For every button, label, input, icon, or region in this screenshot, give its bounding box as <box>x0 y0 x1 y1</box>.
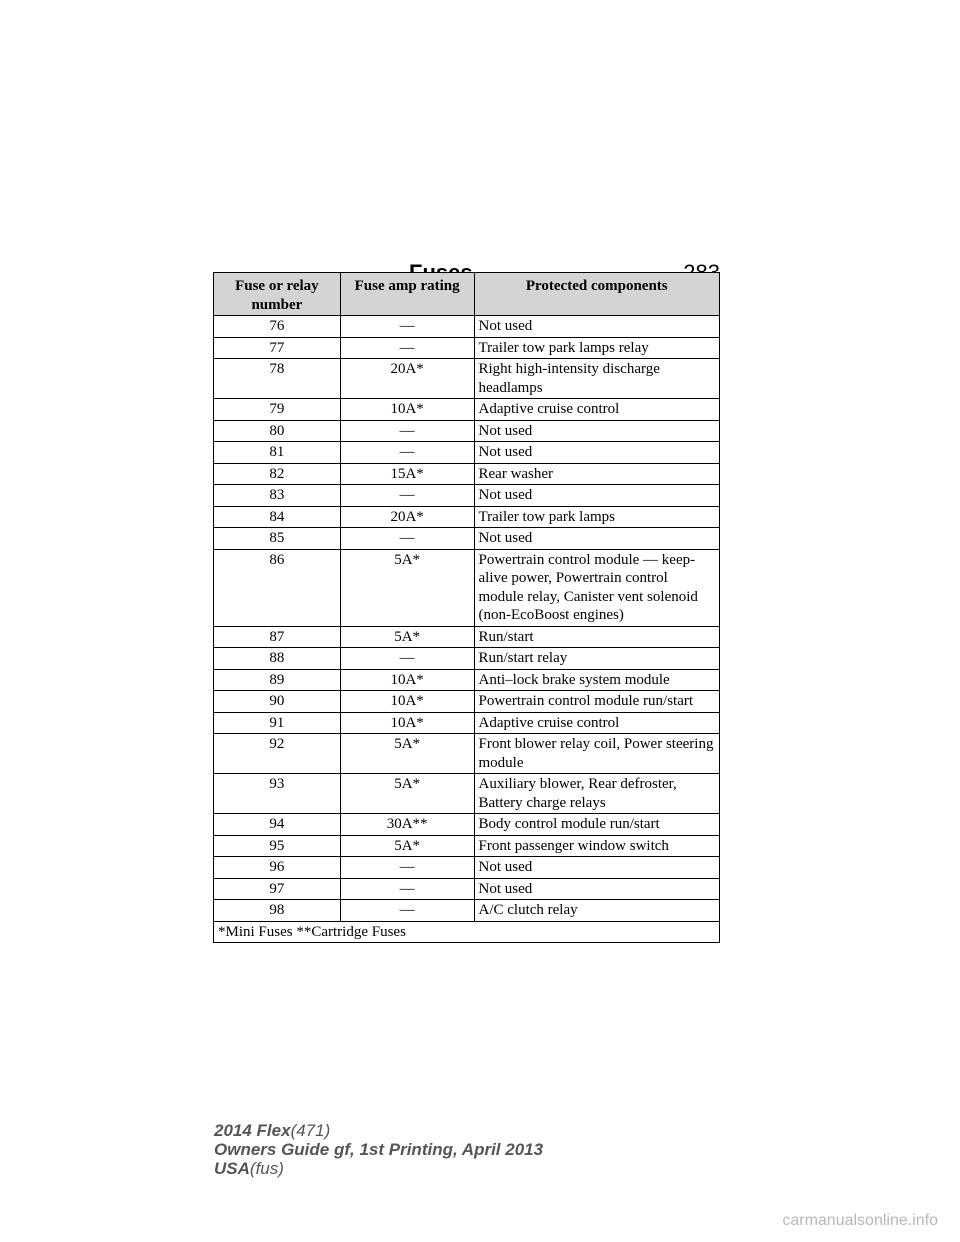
fuse-number-cell: 89 <box>214 669 341 691</box>
table-row <box>214 316 720 338</box>
fuse-number-cell: 95 <box>214 835 341 857</box>
column-header-protected-components: Protected components <box>474 273 720 316</box>
page-footer <box>214 1121 543 1178</box>
table-row <box>214 420 720 442</box>
amp-rating-cell: 10A* <box>340 399 474 421</box>
protected-components-cell: Front passenger window switch <box>474 835 720 857</box>
table-row <box>214 399 720 421</box>
amp-rating-cell: 10A* <box>340 691 474 713</box>
amp-rating-cell: 10A* <box>340 669 474 691</box>
protected-components-cell: Right high-intensity discharge headlamps <box>474 359 720 399</box>
protected-components-cell: Not used <box>474 485 720 507</box>
protected-components-cell: Trailer tow park lamps relay <box>474 337 720 359</box>
protected-components-cell: Rear washer <box>474 463 720 485</box>
table-row <box>214 857 720 879</box>
amp-rating-cell: 20A* <box>340 506 474 528</box>
fuse-number-cell: 76 <box>214 316 341 338</box>
amp-rating-cell: — <box>340 878 474 900</box>
protected-components-cell: A/C clutch relay <box>474 900 720 922</box>
amp-rating-cell: 5A* <box>340 734 474 774</box>
table-row <box>214 442 720 464</box>
table-row <box>214 734 720 774</box>
table-row <box>214 528 720 550</box>
amp-rating-cell: 5A* <box>340 774 474 814</box>
fuse-number-cell: 84 <box>214 506 341 528</box>
amp-rating-cell: — <box>340 442 474 464</box>
table-row <box>214 337 720 359</box>
fuse-number-cell: 88 <box>214 648 341 670</box>
fuse-number-cell: 78 <box>214 359 341 399</box>
amp-rating-cell: — <box>340 485 474 507</box>
amp-rating-cell: — <box>340 420 474 442</box>
footer-line-printing: Owners Guide gf, 1st Printing, April 2013 <box>214 1140 544 1159</box>
protected-components-cell: Run/start <box>474 626 720 648</box>
footer-market: USA <box>214 1159 250 1178</box>
fuse-table <box>213 272 720 943</box>
fuse-number-cell: 94 <box>214 814 341 836</box>
table-row <box>214 506 720 528</box>
fuse-number-cell: 97 <box>214 878 341 900</box>
footnote-row <box>214 921 720 943</box>
amp-rating-cell: — <box>340 316 474 338</box>
table-row <box>214 835 720 857</box>
table-row <box>214 648 720 670</box>
footer-market-code: (fus) <box>249 1159 284 1178</box>
table-row <box>214 485 720 507</box>
footer-model: 2014 Flex <box>214 1121 291 1140</box>
fuse-number-cell: 91 <box>214 712 341 734</box>
fuse-number-cell: 92 <box>214 734 341 774</box>
amp-rating-cell: 15A* <box>340 463 474 485</box>
column-header-fuse-number: Fuse or relay number <box>214 273 341 316</box>
fuse-number-cell: 86 <box>214 549 341 626</box>
protected-components-cell: Adaptive cruise control <box>474 712 720 734</box>
table-row <box>214 463 720 485</box>
fuse-number-cell: 87 <box>214 626 341 648</box>
fuse-number-cell: 77 <box>214 337 341 359</box>
footer-model-code: (471) <box>290 1121 331 1140</box>
protected-components-cell: Run/start relay <box>474 648 720 670</box>
fuse-number-cell: 96 <box>214 857 341 879</box>
table-row <box>214 691 720 713</box>
protected-components-cell: Adaptive cruise control <box>474 399 720 421</box>
amp-rating-cell: 30A** <box>340 814 474 836</box>
amp-rating-cell: 20A* <box>340 359 474 399</box>
protected-components-cell: Not used <box>474 316 720 338</box>
column-header-amp-rating: Fuse amp rating <box>340 273 474 316</box>
table-row <box>214 814 720 836</box>
protected-components-cell: Powertrain control module run/start <box>474 691 720 713</box>
table-row <box>214 359 720 399</box>
fuse-number-cell: 90 <box>214 691 341 713</box>
footer-line-market <box>214 1159 543 1178</box>
table-header-row <box>214 273 720 316</box>
amp-rating-cell: 5A* <box>340 835 474 857</box>
footer-line-model <box>214 1121 543 1140</box>
fuse-number-cell: 81 <box>214 442 341 464</box>
table-row <box>214 774 720 814</box>
protected-components-cell: Body control module run/start <box>474 814 720 836</box>
fuse-number-cell: 79 <box>214 399 341 421</box>
protected-components-cell: Not used <box>474 528 720 550</box>
amp-rating-cell: — <box>340 528 474 550</box>
table-row <box>214 900 720 922</box>
amp-rating-cell: 5A* <box>340 549 474 626</box>
protected-components-cell: Front blower relay coil, Power steering module <box>474 734 720 774</box>
protected-components-cell: Not used <box>474 857 720 879</box>
table-row <box>214 878 720 900</box>
fuse-number-cell: 82 <box>214 463 341 485</box>
watermark-text: carmanualsonline.info <box>782 1212 938 1229</box>
protected-components-cell: Auxiliary blower, Rear defroster, Battery charge relays <box>474 774 720 814</box>
protected-components-cell: Anti–lock brake system module <box>474 669 720 691</box>
fuse-number-cell: 98 <box>214 900 341 922</box>
table-footnote: *Mini Fuses **Cartridge Fuses <box>214 921 720 943</box>
table-row <box>214 669 720 691</box>
fuse-number-cell: 80 <box>214 420 341 442</box>
table-row <box>214 712 720 734</box>
table-row <box>214 626 720 648</box>
amp-rating-cell: 5A* <box>340 626 474 648</box>
protected-components-cell: Not used <box>474 420 720 442</box>
amp-rating-cell: — <box>340 648 474 670</box>
fuse-number-cell: 93 <box>214 774 341 814</box>
protected-components-cell: Trailer tow park lamps <box>474 506 720 528</box>
fuse-number-cell: 83 <box>214 485 341 507</box>
protected-components-cell: Powertrain control module — keep-alive power, Powertrain control module relay, Canister vent solenoid (non-EcoBoost engines) <box>474 549 720 626</box>
table-row <box>214 549 720 626</box>
amp-rating-cell: — <box>340 857 474 879</box>
protected-components-cell: Not used <box>474 442 720 464</box>
fuse-number-cell: 85 <box>214 528 341 550</box>
protected-components-cell: Not used <box>474 878 720 900</box>
amp-rating-cell: — <box>340 337 474 359</box>
amp-rating-cell: 10A* <box>340 712 474 734</box>
amp-rating-cell: — <box>340 900 474 922</box>
table-body <box>214 316 720 922</box>
